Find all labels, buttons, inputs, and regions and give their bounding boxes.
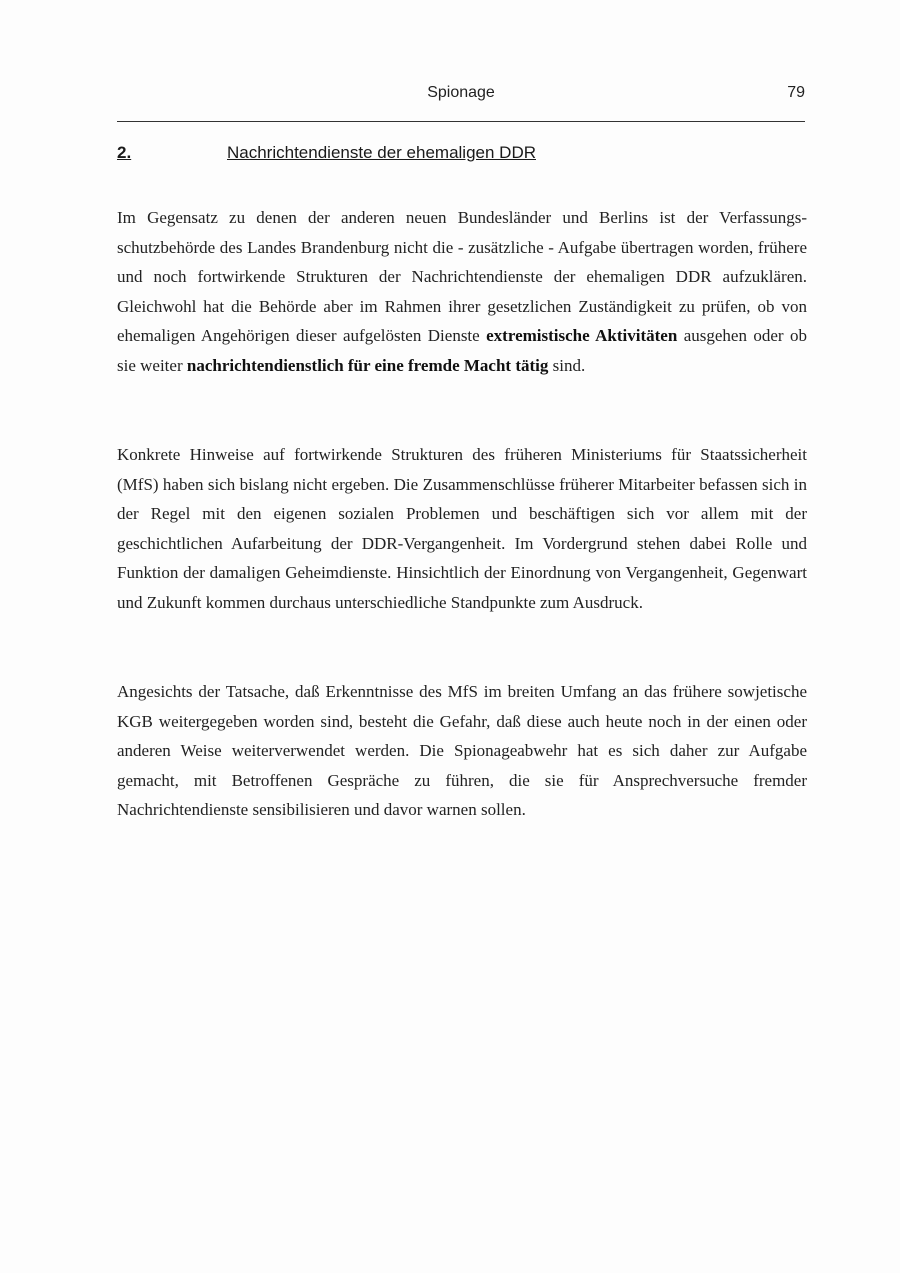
paragraph-1-text-a: Im Gegensatz zu denen der anderen neuen Bundesländer und Berlins ist der Verfassungsschutzbehörde des Landes Brandenburg nicht die - zusätzliche - Aufgabe übertragen worden, frühere und noch fortwirkende Strukturen der Nachrichtendienste der ehemaligen DDR aufzuklären. Gleichwohl hat die Behörde aber im Rahmen ihrer gesetzlichen Zuständigkeit zu prüfen, ob von ehemaligen Angehörigen dieser aufgelösten Dienste	[117, 208, 807, 346]
header-divider	[117, 121, 805, 122]
paragraph-2: Konkrete Hinweise auf fortwirkende Strukturen des früheren Ministeriums für Staatssicherheit (MfS) haben sich bislang nicht ergeben. Die Zusammenschlüsse früherer Mitarbeiter befassen sich in der Regel mit den eigenen sozialen Problemen und beschäftigen sich vor allem mit der geschichtlichen Aufarbeitung der DDR-Vergangenheit. Im Vordergrund stehen dabei Rolle und Funktion der damaligen Geheimdienste. Hinsichtlich der Einordnung von Vergangenheit, Gegenwart und Zukunft kommen durchaus unterschiedliche Standpunkte zum Ausdruck.	[117, 445, 807, 612]
paragraph-3: Angesichts der Tatsache, daß Erkenntnisse des MfS im breiten Umfang an das frühere sowjetische KGB weitergegeben worden sind, besteht die Gefahr, daß diese auch heute noch in der einen oder anderen Weise weiterverwendet werden. Die Spionageabwehr hat es sich daher zur Aufgabe gemacht, mit Betroffenen Gespräche zu führen, die sie für Ansprechversuche fremder Nachrichtendienste sensibilisieren und davor warnen sollen.	[117, 682, 807, 820]
paragraph-1-text-b: ausgehen oder ob sie weiter	[117, 326, 808, 375]
paragraph-1-emphasis-intelligence: nachrichtendienstlich für eine fremde Macht tätig	[186, 355, 549, 375]
paragraph-1-text-c: sind.	[548, 355, 586, 375]
running-header	[117, 84, 805, 110]
paragraph-1	[117, 203, 807, 381]
section-number: 2.	[117, 143, 132, 162]
running-title: Spionage	[427, 84, 495, 101]
section-title: Nachrichtendienste der ehemaligen DDR	[227, 143, 536, 162]
page-number: 79	[787, 84, 805, 101]
paragraph-1-emphasis-extremism: extremistische Aktivitäten	[486, 326, 678, 346]
